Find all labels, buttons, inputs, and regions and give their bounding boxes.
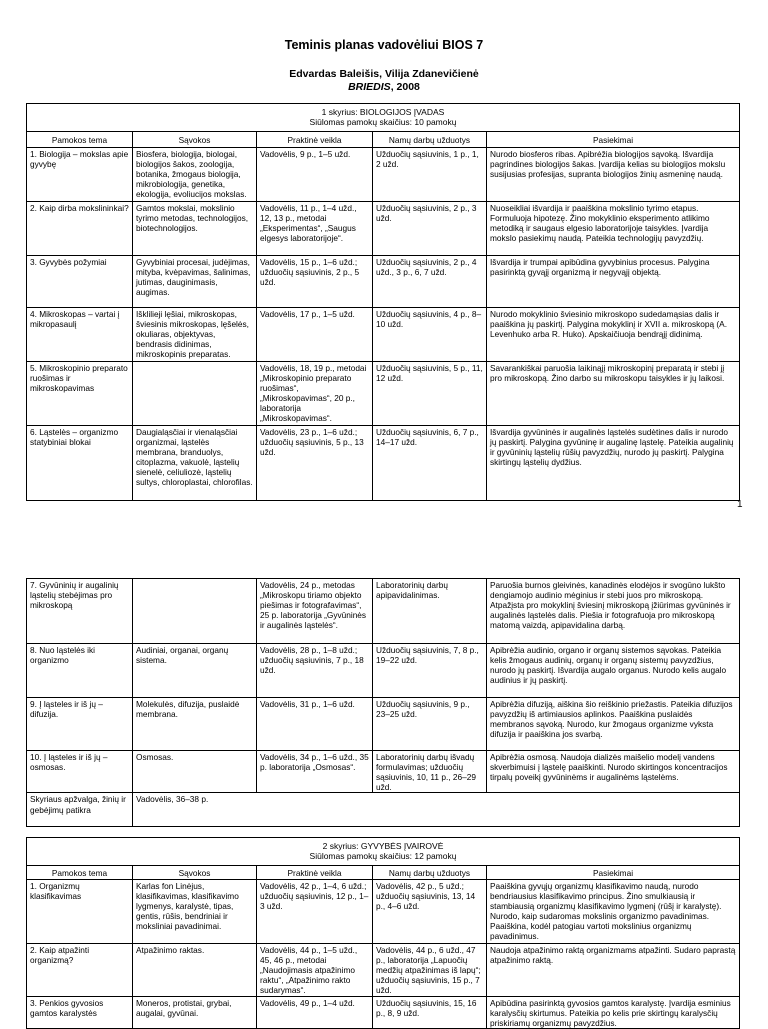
document-title: Teminis planas vadovėliui BIOS 7 (284, 38, 484, 52)
publisher-name: BRIEDIS (348, 81, 391, 93)
chapter2-table (26, 837, 740, 1029)
cell-veikla: Vadovėlis, 24 p., metodas „Mikroskopu tiriamo objekto piešimas ir fotografavimas“, 25 p. laboratorija „Gyvūninės ir augalinės ląstelės“. (257, 579, 373, 644)
cell-nd: Laboratorinių darbų apipavidalinimas. (373, 579, 487, 644)
cell-savokos (133, 361, 257, 425)
cell-pasiekimai: Savarankiškai paruošia laikinąjį mikroskopinį preparatą ir stebi jį pro mikroskopą. Žino darbo su mikroskopu taisykles ir jų laikosi. (487, 361, 740, 425)
cell-tema: 6. Ląstelės – organizmo statybiniai blokai (27, 425, 133, 500)
table-row (27, 644, 740, 698)
cell-pasiekimai: Apibrėžia difuziją, aiškina šio reiškinio priežastis. Pateikia difuzijos pavyzdžių iš artimiausios aplinkos. Paaiškina puslaidės membranos sąvoką. Nurodo, kur žmogaus organizme vyksta difuzija ir paaiškina jos svarbą. (487, 698, 740, 751)
cell-savokos: Gamtos mokslai, mokslinio tyrimo metodas, technologijos, biotechnologijos. (133, 201, 257, 255)
table-row (27, 943, 740, 996)
cell-tema: 7. Gyvūninių ir augalinių ląstelių stebėjimas pro mikroskopą (27, 579, 133, 644)
cell-veikla: Vadovėlis, 28 p., 1–8 užd.; užduočių sąsiuvinis, 7 p., 18 užd. (257, 644, 373, 698)
cell-tema: 2. Kaip dirba mokslininkai? (27, 201, 133, 255)
cell-tema: 1. Biologija – mokslas apie gyvybę (27, 147, 133, 201)
cell-tema: 2. Kaip atpažinti organizmą? (27, 943, 133, 996)
cell-veikla: Vadovėlis, 23 p., 1–6 užd.; užduočių sąsiuvinis, 5 p., 13 užd. (257, 425, 373, 500)
cell-pasiekimai: Apibrėžia audinio, organo ir organų sistemos sąvokas. Pateikia kelis žmogaus audinių, organų ir organų sistemų pavyzdžius, nurodo jų paskirtį. Išvardija augalo organus. Nurodo kelis augalo audinius ir jų paskirtį. (487, 644, 740, 698)
cell-pasiekimai: Paaiškina gyvųjų organizmų klasifikavimo naudą, nurodo bendriausius klasifikavimo principus. Žino smulkiausią ir stambiausią organizmų klasifikavimo lygmenį (rūšį ir karalystę). Nurodo, kaip sudaromas mokslinis organizmo pavadinimas. Paaiškina, kodėl patogiau vartoti mokslinius organizmų pavadinimus. (487, 879, 740, 943)
table-row (27, 201, 740, 255)
page-number: 1 (737, 499, 743, 510)
cell-tema: 1. Organizmų klasifikavimas (27, 879, 133, 943)
cell-pasiekimai: Išvardija ir trumpai apibūdina gyvybinius procesus. Palygina pasirinktą gyvąjį organizmą ir negyvąjį objektą. (487, 255, 740, 307)
cell-nd: Užduočių sąsiuvinis, 2 p., 4 užd., 3 p., 6, 7 užd. (373, 255, 487, 307)
cell-pasiekimai: Nurodo biosferos ribas. Apibrėžia biologijos sąvoką. Išvardija pagrindines biologijos šakas. Įvardija kelias su biologijos mokslu susijusias profesijas, supranta biologijos žinių asmeninę naudą. (487, 147, 740, 201)
cell-nd: Užduočių sąsiuvinis, 2 p., 3 užd. (373, 201, 487, 255)
cell-tema: 3. Penkios gyvosios gamtos karalystės (27, 996, 133, 1028)
header-pasiekimai: Pasiekimai (487, 865, 740, 879)
cell-veikla: Vadovėlis, 18, 19 p., metodai „Mikroskopinio preparato ruošimas“, „Mikroskopavimas“, 20 p., laboratorija „Mikroskopavimas“. (257, 361, 373, 425)
header-savokos: Sąvokos (133, 131, 257, 147)
cell-savokos: Audiniai, organai, organų sistema. (133, 644, 257, 698)
table-row (27, 579, 740, 644)
cell-tema: 8. Nuo ląstelės iki organizmo (27, 644, 133, 698)
cell-pasiekimai: Apibūdina pasirinktą gyvosios gamtos karalystę. Įvardija esminius karalysčių skirtumus. Pateikia po kelis prie skirtingų karalysčių priskiriamų organizmų pavyzdžius. (487, 996, 740, 1028)
cell-tema: 4. Mikroskopas – vartai į mikropasaulį (27, 307, 133, 361)
section-lesson-count: Siūlomas pamokų skaičius: 12 pamokų (309, 851, 457, 862)
section-title: 2 skyrius: GYVYBĖS ĮVAIROVĖ (322, 841, 444, 851)
table-row (27, 307, 740, 361)
cell-veikla: Vadovėlis, 31 p., 1–6 užd. (257, 698, 373, 751)
table-row (27, 698, 740, 751)
cell-veikla: Vadovėlis, 44 p., 1–5 užd., 45, 46 p., metodai „Naudojimasis atpažinimo raktu“, „Atpažinimo rakto sudarymas“. (257, 943, 373, 996)
cell-nd: Užduočių sąsiuvinis, 4 p., 8–10 užd. (373, 307, 487, 361)
cell-veikla: Vadovėlis, 11 p., 1–4 užd., 12, 13 p., metodai „Eksperimentas“, „Saugus elgesys laboratorijoje“. (257, 201, 373, 255)
cell-tema: 10. Į ląsteles ir iš jų – osmosas. (27, 751, 133, 793)
header-savokos: Sąvokos (133, 865, 257, 879)
cell-tema: Skyriaus apžvalga, žinių ir gebėjimų patikra (27, 793, 133, 827)
cell-nd: Užduočių sąsiuvinis, 6, 7 p., 14–17 užd. (373, 425, 487, 500)
authors: Edvardas Baleišis, Vilija Zdanevičienė (289, 68, 479, 80)
table-row (27, 361, 740, 425)
cell-pasiekimai: Nuoseikliai išvardija ir paaiškina mokslinio tyrimo etapus. Formuluoja hipotezę. Žino mokyklinio eksperimento atlikimo metodiką ir saugaus elgesio laboratorijoje taisykles. Įvardija mokslo pasiekimų naudą. Pateikia technologijų pavyzdžių. (487, 201, 740, 255)
cell-nd: Užduočių sąsiuvinis, 7, 8 p., 19–22 užd. (373, 644, 487, 698)
cell-veikla: Vadovėlis, 15 p., 1–6 užd.; užduočių sąsiuvinis, 2 p., 5 užd. (257, 255, 373, 307)
cell-veikla: Vadovėlis, 49 p., 1–4 užd. (257, 996, 373, 1028)
header-veikla: Praktinė veikla (257, 131, 373, 147)
cell-tema: 5. Mikroskopinio preparato ruošimas ir mikroskopavimas (27, 361, 133, 425)
header-tema: Pamokos tema (27, 865, 133, 879)
cell-savokos: Vadovėlis, 36–38 p. (133, 793, 740, 827)
publisher-year: , 2008 (390, 81, 420, 93)
cell-nd: Užduočių sąsiuvinis, 9 p., 23–25 užd. (373, 698, 487, 751)
cell-savokos: Daugialąsčiai ir vienaląsčiai organizmai, ląstelės membrana, branduolys, citoplazma, vakuolė, ląstelių sienelė, celiuliozė, ląstelių sultys, chloroplastai, chlorofilas. (133, 425, 257, 500)
table-row (27, 425, 740, 500)
table-row (27, 751, 740, 793)
cell-pasiekimai: Nurodo mokyklinio šviesinio mikroskopo sudedamąsias dalis ir paaiškina jų paskirtį. Palygina mokyklinį ir XVII a. mikroskopą (A. Levenhuko arba R. Huko). Apskaičiuoja bendrąjį didinimą. (487, 307, 740, 361)
publisher (0, 81, 768, 93)
cell-tema: 3. Gyvybės požymiai (27, 255, 133, 307)
cell-savokos: Molekulės, difuzija, puslaidė membrana. (133, 698, 257, 751)
cell-nd: Vadovėlis, 42 p., 5 užd.; užduočių sąsiuvinis, 13, 14 p., 4–6 užd. (373, 879, 487, 943)
chapter1-table-part2 (26, 578, 740, 827)
cell-nd: Užduočių sąsiuvinis, 5 p., 11, 12 užd. (373, 361, 487, 425)
cell-pasiekimai: Išvardija gyvūninės ir augalinės ląstelės sudėtines dalis ir nurodo jų paskirtį. Palygina gyvūninę ir augalinę ląstelę. Pateikia augalinių ir gyvūninių ląstelių rūšių pavyzdžių, nurodo jų paskirtį. Palygina skirtingų ląstelių dydžius. (487, 425, 740, 500)
section-lesson-count: Siūlomas pamokų skaičius: 10 pamokų (309, 117, 457, 128)
cell-savokos: Išklilieji lęšiai, mikroskopas, šviesinis mikroskopas, lęšelės, okuliaras, objektyvas, bendrasis didinimas, mikroskopinis preparatas. (133, 307, 257, 361)
header-nd: Namų darbų užduotys (373, 865, 487, 879)
cell-veikla: Vadovėlis, 34 p., 1–6 užd., 35 p. laboratorija „Osmosas“. (257, 751, 373, 793)
cell-savokos: Atpažinimo raktas. (133, 943, 257, 996)
cell-veikla: Vadovėlis, 9 p., 1–5 užd. (257, 147, 373, 201)
cell-pasiekimai: Paruošia burnos gleivinės, kanadinės elodėjos ir svogūno lukšto dengiamojo audinio mėginius ir stebi juos pro mikroskopą. Atpažįsta pro mokyklinį šviesinį mikroskopą įžiūrimas gyvūninės ir augalinės ląstelės dalis. Piešia ir fotografuoja pro mikroskopą matomą vaizdą, apipavidalina darbą. (487, 579, 740, 644)
cell-savokos: Karlas fon Linėjus, klasifikavimas, klasifikavimo lygmenys, karalystė, tipas, gentis, rūšis, bendriniai ir moksliniai pavadinimai. (133, 879, 257, 943)
section-title: 1 skyrius: BIOLOGIJOS ĮVADAS (321, 107, 445, 117)
cell-nd: Vadovėlis, 44 p., 6 užd., 47 p., laboratorija „Lapuočių medžių atpažinimas iš lapų“; užduočių sąsiuvinis, 15 p., 7 užd. (373, 943, 487, 996)
cell-pasiekimai: Apibrėžia osmosą. Naudoja dializės maišelio modelį vandens skverbimuisi į ląstelę paaiškinti. Nurodo skirtingos koncentracijos tirpalų poveikį gyvūninėms ir augalinėms ląstelėms. (487, 751, 740, 793)
cell-pasiekimai: Naudoja atpažinimo raktą organizmams atpažinti. Sudaro paprastą atpažinimo raktą. (487, 943, 740, 996)
cell-tema: 9. Į ląsteles ir iš jų – difuzija. (27, 698, 133, 751)
cell-savokos (133, 579, 257, 644)
cell-savokos: Moneros, protistai, grybai, augalai, gyvūnai. (133, 996, 257, 1028)
section-header (27, 104, 740, 132)
header-pasiekimai: Pasiekimai (487, 131, 740, 147)
table-row (27, 879, 740, 943)
header-veikla: Praktinė veikla (257, 865, 373, 879)
cell-nd: Laboratorinių darbų išvadų formulavimas; užduočių sąsiuvinis, 10, 11 p., 26–29 užd. (373, 751, 487, 793)
cell-veikla: Vadovėlis, 17 p., 1–5 užd. (257, 307, 373, 361)
cell-nd: Užduočių sąsiuvinis, 1 p., 1, 2 užd. (373, 147, 487, 201)
table-row (27, 255, 740, 307)
header-nd: Namų darbų užduotys (373, 131, 487, 147)
cell-savokos: Gyvybiniai procesai, judėjimas, mityba, kvėpavimas, šalinimas, jutimas, dauginimasis, augimas. (133, 255, 257, 307)
chapter1-table-part1 (26, 103, 740, 501)
cell-nd: Užduočių sąsiuvinis, 15, 16 p., 8, 9 užd. (373, 996, 487, 1028)
cell-savokos: Osmosas. (133, 751, 257, 793)
table-row (27, 793, 740, 827)
table-row (27, 147, 740, 201)
cell-veikla: Vadovėlis, 42 p., 1–4, 6 užd.; užduočių sąsiuvinis, 12 p., 1–3 užd. (257, 879, 373, 943)
header-tema: Pamokos tema (27, 131, 133, 147)
section-header (27, 838, 740, 866)
cell-savokos: Biosfera, biologija, biologai, biologijos šakos, zoologija, botanika, žmogaus biologija, mikrobiologija, genetika, ekologija, evoliucijos mokslas. (133, 147, 257, 201)
